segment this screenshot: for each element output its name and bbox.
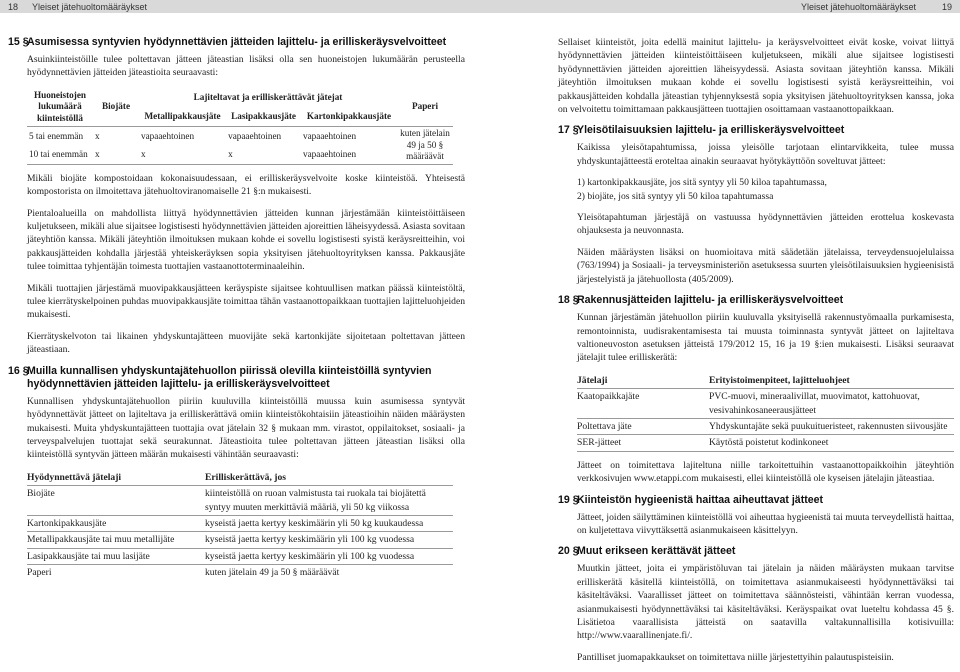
section-18-heading	[558, 294, 954, 307]
paragraph: Pientaloalueilla on mahdollista liittyä hyödynnettävien jätteiden kunnan järjestämään kiinteistöittäiseen kuljetukseen, mikäli alue sijaitsee logistisesti hyödynnettävien jätteiden ajoreittien läheisyydessä. Asiasta sovitaan jäteyhtiön kanssa. Mikäli jäteyhtiön ilmoituksen mukaan kohde ei sovellu logistisesti syistä keräysreitteihin, voi pakkausjätteiden kohdalla järjestää yhteiskeräyksen sopia yksityisen jätehuoltoyrityksen kanssa. Pakkausjäte tulee toimittaa tyhjentäjän toimesta tuottajien vastaanottoterminaaleihin.	[27, 207, 466, 273]
cell-cardboard: vapaaehtoinen	[301, 127, 397, 146]
paragraph: Näiden määräysten lisäksi on huomioitava mitä säädetään jätelaissa, terveydensuojelulaissa (763/1994) ja Sosiaali- ja terveysministeriön asetuksessa suurten yleisötilaisuuksien hygieenisistä järjestelyistä ja jätehuollosta (405/2009).	[577, 246, 954, 285]
table-header-row	[577, 373, 954, 389]
section-title: Rakennusjätteiden lajittelu- ja erilliskeräysvelvoitteet	[577, 294, 844, 307]
section-15-heading	[8, 36, 465, 49]
table-row	[577, 389, 954, 419]
section-19-heading	[558, 494, 954, 507]
left-page-number: 18	[8, 2, 19, 12]
paragraph: Yleisötapahtuman järjestäjä on vastuussa hyödynnettävien jätteiden erottelua koskevasta ohjauksesta ja neuvonnasta.	[577, 212, 954, 237]
cell-condition: kyseistä jaetta kertyy keskimäärin yli 100 kg vuodessa	[205, 548, 453, 564]
right-running-title: Yleiset jätehuoltomääräykset	[800, 2, 916, 12]
cell-waste-type: SER-jätteet	[577, 435, 709, 451]
cell-waste-type: Kartonkipakkausjäte	[27, 515, 205, 531]
table-row	[27, 146, 453, 165]
cell-waste-type: Kaatopaikkajäte	[577, 389, 709, 419]
cell-waste-type: Paperi	[27, 565, 205, 581]
section-number: 15 §	[8, 36, 29, 48]
cell-paper: kuten jätelain 49 ja 50 § määräävät	[397, 127, 453, 165]
col-header-glass: Lasipakkausjäte	[231, 110, 296, 121]
table-row	[27, 532, 453, 548]
paragraph: Sellaiset kiinteistöt, joita edellä mainitut lajittelu- ja keräysvelvoitteet eivät koske, voivat liittyä hyödynnettävien jätteiden kiinteistöittäiseen kuljetukseen, mikäli alue sijaitsee logistisesti hyödynnettävien jätteiden ajoreittien läheisyydessä. Asiasta sovitaan jäteyhtiön kanssa. Mikäli jäteyhtiön ilmoituksen mukaan kohde ei sovellu logistisesti syistä keräysreitteihin, voi pakkausjätteiden kohdalla jäteastian tyhjennyksestä sopia yksityisen jätehuoltoyrityksen kanssa, joka on velvoitettu toimittamaan pakkausjätteen tuottajien osoittamaan vastaanottopaikkaan.	[558, 37, 954, 116]
left-page-column	[8, 36, 465, 581]
paragraph: Mikäli biojäte kompostoidaan kokonaisuudessaan, ei erilliskeräysvelvoite koske kiinteistöä. Yhteisestä kompostorista on ilmoitettava jätehuoltoviranomaiselle 21 §:n mukaisesti.	[27, 172, 465, 198]
cell-instructions: Yhdyskuntajäte sekä puukuitueristeet, rakennusten siivousjäte	[709, 418, 954, 434]
container-requirements-table	[27, 88, 453, 165]
cell-waste-type: Biojäte	[27, 486, 205, 516]
section-title: Kiinteistön hygieenistä haittaa aiheuttavat jätteet	[577, 493, 824, 506]
requirements-list	[577, 176, 954, 203]
section-16-heading	[8, 365, 465, 391]
cell-condition: kyseistä jaetta kertyy keskimäärin yli 100 kg vuodessa	[205, 532, 453, 548]
cell-cardboard: vapaaehtoinen	[302, 148, 357, 159]
section-20-heading	[558, 545, 954, 558]
table-row	[27, 515, 453, 531]
construction-waste-table	[577, 373, 954, 452]
cell-condition: kiinteistöllä on ruoan valmistusta tai ruokala tai biojätettä syntyy muuten merkittäviä määriä, yli 50 kg viikossa	[205, 486, 453, 516]
right-page-column	[558, 36, 954, 672]
cell-metal: vapaaehtoinen	[139, 127, 226, 146]
left-running-title: Yleiset jätehuoltomääräykset	[32, 2, 148, 12]
section-number: 18 §	[558, 294, 579, 307]
section-title: Asumisessa syntyvien hyödynnettävien jätteiden lajittelu- ja erilliskeräysvelvoitteet	[27, 36, 447, 48]
table-header-row	[27, 470, 453, 486]
cell-instructions: Käytöstä poistetut kodinkoneet	[709, 435, 954, 451]
cell-metal: x	[141, 148, 146, 159]
cell-waste-type: Lasipakkausjäte tai muu lasijäte	[27, 548, 205, 564]
table-row	[27, 565, 453, 581]
cell-condition: kuten jätelain 49 ja 50 § määräävät	[205, 565, 453, 581]
paragraph: Kierrätyskelvoton tai likainen yhdyskuntajätteen muovijäte sekä kartonkijäte sijoitetaan poltettavan jätteen jäteastiaan.	[27, 330, 465, 356]
paragraph: Muutkin jätteet, joita ei ympäristöluvan tai jätelain ja näiden määräysten mukaan tarvitse erilliskerätä käsitellä kiinteistöllä, on toimitettava asianmukaiseesti hyödynnettäväksi tai käsiteltäväksi. Vaarallisset jätteet on toimitettava säännösteisti, vähintään kerran vuodessa, asianmukaisesti hyödynnettäväksi tai käsiteltäväksi. Keräyspaikat ovat lueteltu kohdassa 45 §. Lisätietoa vaarallisista jätteistä on saatavilla valtakunnallisilla kotisivuilla: http://www.vaarallinenjate.fi/.	[577, 563, 954, 642]
section-number: 16 §	[8, 364, 29, 377]
list-item: 2) biojäte, jos sitä syntyy yli 50 kiloa tapahtumassa	[577, 190, 774, 202]
cell-bio: x	[93, 127, 139, 146]
section-number: 20 §	[558, 545, 579, 558]
col-header: Erityistoimenpiteet, lajitteluohjeet	[709, 374, 850, 386]
paragraph: Pantilliset juomapakkaukset on toimitettava niille järjestettyihin palautuspisteisiin.	[577, 651, 894, 663]
col-header-paper: Paperi	[411, 101, 439, 112]
col-header-metal: Metallipakkausjäte	[144, 110, 221, 121]
page-header	[0, 0, 960, 13]
table-row	[27, 548, 453, 564]
table-row	[577, 435, 954, 451]
cell-glass: vapaaehtoinen	[226, 127, 301, 146]
col-header-cardboard: Kartonkipakkausjäte	[306, 110, 392, 121]
table-row	[27, 486, 453, 516]
paragraph: Kaikissa yleisötapahtumissa, joissa yleisölle tarjotaan elintarvikkeita, tulee mussa yhdyskuntajätteestä eroteltaa ainakin seuraavat hyötykäyttöön soveltuvat jätteet:	[577, 142, 954, 167]
paragraph: Kunnallisen yhdyskuntajätehuollon piiriin kuuluvilla kiinteistöillä muussa kuin asumisessa syntyvät hyödynnettävät jätteet on lajiteltava ja erilliskerättävä omiin kiinteistökohtaisiin jäteastioihin näiden määräysten mukaisesti. Muita yhdyskuntajätteen tuottajia ovat jätelain 32 § mukaan mm. virastot, oppilaitokset, sosiaali- ja terveyspalvelujen tuottajat sekä seurakunnat. Jäteastioita tulee poltettavan jätteen jäteastian lisäksi olla kiinteistöllä syntyvän jätteen määrän mukaisesti vähintään seuraavasti:	[27, 395, 465, 461]
section-title: Yleisötilaisuuksien lajittelu- ja erilliskeräysvelvoitteet	[577, 124, 845, 137]
table-row	[27, 127, 453, 146]
col-header-group: Lajiteltavat ja erilliskerättävät jätejat	[193, 91, 343, 102]
section-17-heading	[558, 124, 954, 137]
col-header: Erilliskerättävä, jos	[205, 471, 287, 483]
paragraph: Jätteet on toimitettava lajiteltuna niille tarkoitettuihin vastaanottopaikkoihin jäteyhtiön verkkosivujen www.etappi.com mukaisesti, ellei kiinteistöllä ole kyseisen jätelajin jäteastiaa.	[577, 459, 954, 485]
cell-condition: kyseistä jaetta kertyy keskimäärin yli 50 kg kuukaudessa	[205, 515, 453, 531]
section-number: 19 §	[558, 493, 579, 506]
col-header: Hyödynnettävä jätelaji	[27, 471, 122, 483]
collection-criteria-table	[27, 470, 453, 581]
section-title: Muut erikseen kerättävät jätteet	[577, 545, 736, 558]
col-header-apartment-count: Huoneistojen lukumäärä kiinteistöllä	[33, 89, 87, 123]
paragraph: Mikäli tuottajien järjestämä muovipakkausjätteen keräyspiste sijaitsee kohtuullisen matkan päässä kiinteistöltä, tulee kierrätyskelpoinen puhdas muovipakkausjäte toimittaa tähän vastaanottopaikkaan tuottajien lajitteluohjeiden mukaisesti.	[27, 282, 465, 321]
cell-glass: x	[228, 148, 233, 159]
cell-waste-type: Metallipakkausjäte tai muu metallijäte	[27, 532, 205, 548]
table-row	[577, 418, 954, 434]
cell-bio: x	[95, 148, 100, 159]
cell-waste-type: Poltettava jäte	[577, 418, 709, 434]
paragraph: Asuinkiinteistöille tulee poltettavan jätteen jäteastian lisäksi olla sen huoneistojen lukumäärän perusteella hyödynnettävien jätteiden jäteastioita seuraavasti:	[27, 54, 465, 79]
right-page-number: 19	[941, 2, 952, 12]
list-item: 1) kartonkipakkausjäte, jos sitä syntyy yli 50 kiloa tapahtumassa,	[577, 177, 827, 189]
paragraph: Jätteet, joiden säilyttäminen kiinteistöllä voi aiheuttaa hygieenistä tai muuta terveydellistä haittaa, on kuljetettava viivyttäksettä asianmukaiseen käsittelyyn.	[577, 511, 954, 536]
cell-instructions: PVC-muovi, mineraalivillat, muovimatot, kattohuovat, vesivahinkosaneerausjätteet	[709, 389, 954, 419]
cell-count: 5 tai enemmän	[27, 127, 93, 146]
col-header: Jätelaji	[577, 374, 608, 386]
section-title: Muilla kunnallisen yhdyskuntajätehuollon piirissä olevilla kiinteistöillä syntyvien hyödynnettävien jätteiden lajittelu- ja erilliskeräysvelvoitteet	[27, 364, 432, 390]
col-header-biowaste: Biojäte	[101, 101, 131, 112]
paragraph: Kunnan järjestämän jätehuollon piiriin kuuluvalla yksityisellä rakennustyömaalla purkamisesta, remontoinnista, uudisrakentamisesta tai muusta toiminnasta syntyvät jätteet on lajiteltava valtioneuvoston asetuksen jätteistä 179/2012 15, 16 ja 19 §:ien mukaisesti. Lisäksi seuraavat jätelajit tulee erilliskerätä:	[577, 312, 954, 364]
section-number: 17 §	[558, 124, 579, 137]
cell-count: 10 tai enemmän	[29, 148, 88, 159]
